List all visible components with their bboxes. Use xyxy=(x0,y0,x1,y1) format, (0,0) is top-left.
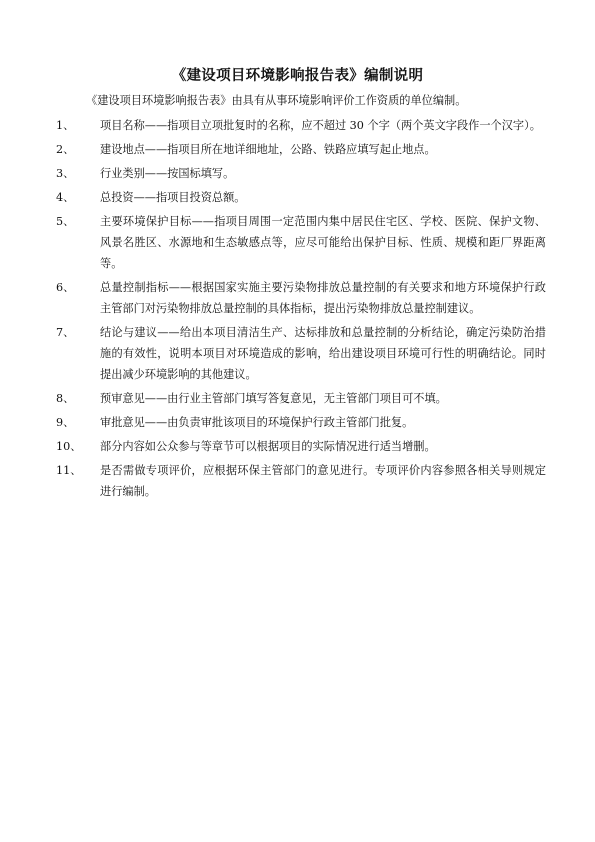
item-number: 4、 xyxy=(56,191,75,204)
list-item xyxy=(56,388,546,409)
item-text: 结论与建议——给出本项目清洁生产、达标排放和总量控制的分析结论，确定污染防治措施的有效性，说明本项目对环境造成的影响，给出建设项目环境可行性的明确结论。同时提出减少环境影响的其他建议。 xyxy=(100,326,546,381)
list-item xyxy=(56,211,546,274)
list-item xyxy=(56,139,546,160)
item-number: 6、 xyxy=(56,281,75,294)
item-number: 2、 xyxy=(56,143,75,156)
list-item xyxy=(56,115,546,136)
item-number: 8、 xyxy=(56,392,75,405)
item-number: 9、 xyxy=(56,416,75,429)
item-text: 总量控制指标——根据国家实施主要污染物排放总量控制的有关要求和地方环境保护行政主管部门对污染物排放总量控制的具体指标，提出污染物排放总量控制建议。 xyxy=(100,281,546,315)
item-text: 预审意见——由行业主管部门填写答复意见，无主管部门项目可不填。 xyxy=(100,392,447,405)
list-item xyxy=(56,436,546,457)
list-item xyxy=(56,322,546,385)
item-text: 是否需做专项评价，应根据环保主管部门的意见进行。专项评价内容参照各相关导则规定进行编制。 xyxy=(100,464,546,498)
item-number: 10、 xyxy=(56,440,82,453)
item-text: 审批意见——由负责审批该项目的环境保护行政主管部门批复。 xyxy=(100,416,414,429)
item-text: 项目名称——指项目立项批复时的名称，应不超过 30 个字（两个英文字段作一个汉字）。 xyxy=(100,119,541,132)
list-item xyxy=(56,412,546,433)
item-number: 11、 xyxy=(56,464,82,477)
item-text: 主要环境保护目标——指项目周围一定范围内集中居民住宅区、学校、医院、保护文物、风景名胜区、水源地和生态敏感点等，应尽可能给出保护目标、性质、规模和距厂界距离等。 xyxy=(100,215,546,270)
item-text: 行业类别——按国标填写。 xyxy=(100,167,235,180)
item-number: 5、 xyxy=(56,215,75,228)
item-number: 1、 xyxy=(56,119,75,132)
intro-paragraph: 《建设项目环境影响报告表》由具有从事环境影响评价工作资质的单位编制。 xyxy=(86,94,467,107)
item-number: 7、 xyxy=(56,326,75,339)
list-item xyxy=(56,460,546,502)
item-text: 部分内容如公众参与等章节可以根据项目的实际情况进行适当增删。 xyxy=(100,440,436,453)
item-text: 建设地点——指项目所在地详细地址，公路、铁路应填写起止地点。 xyxy=(100,143,436,156)
list-item xyxy=(56,163,546,184)
instruction-list xyxy=(56,115,546,505)
list-item xyxy=(56,277,546,319)
item-number: 3、 xyxy=(56,167,75,180)
item-text: 总投资——指项目投资总额。 xyxy=(100,191,246,204)
list-item xyxy=(56,187,546,208)
page-title: 《建设项目环境影响报告表》编制说明 xyxy=(171,67,424,84)
